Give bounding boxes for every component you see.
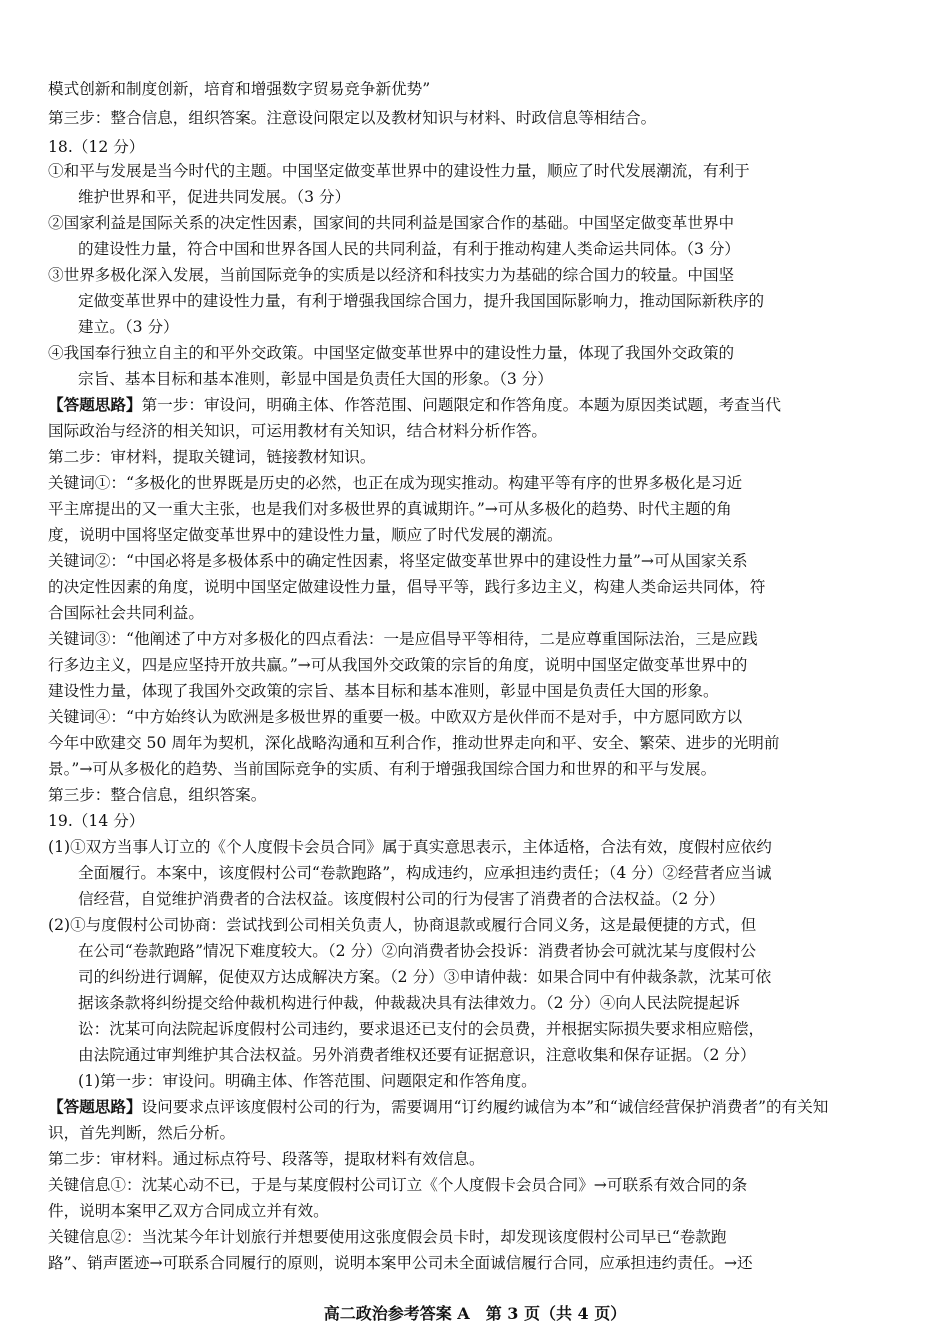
text-line: 的决定性因素的角度，说明中国坚定做建设性力量，倡导平等，践行多边主义，构建人类命运共同体，符 [48, 578, 766, 596]
text-line: ④我国奉行独立自主的和平外交政策。中国坚定做变革世界中的建设性力量，体现了我国外交政策的 [48, 344, 735, 362]
text-span: 设问要求点评该度假村公司的行为，需要调用“订约履约诚信为本”和“诚信经营保护消费者”的有关知 [141, 1098, 829, 1116]
text-line: ③世界多极化深入发展，当前国际竞争的实质是以经济和科技实力为基础的综合国力的较量。中国坚 [48, 266, 735, 284]
text-line: 讼：沈某可向法院起诉度假村公司违约，要求退还已支付的会员费，并根据实际损失要求相应赔偿， [78, 1020, 765, 1038]
text-line: 的建设性力量，符合中国和世界各国人民的共同利益，有利于推动构建人类命运共同体。（3 分） [78, 240, 741, 258]
question-19-heading: 19.（14 分） [48, 812, 145, 830]
text-line: 由法院通过审判维护其合法权益。另外消费者维权还要有证据意识，注意收集和保存证据。（2 分） [78, 1046, 756, 1064]
text-line: 今年中欧建交 50 周年为契机，深化战略沟通和互利合作，推动世界走向和平、安全、繁荣、进步的光明前 [48, 734, 780, 752]
text-line: 司的纠纷进行调解，促使双方达成解决方案。（2 分）③申请仲裁：如果合同中有仲裁条款，沈某可依 [78, 968, 772, 986]
text-line: 路”、销声匿迹→可联系合同履行的原则，说明本案甲公司未全面诚信履行合同，应承担违约责任。→还 [48, 1254, 753, 1272]
answer-idea-label: 【答题思路】 [48, 395, 142, 414]
text-line: 关键信息①：沈某心动不已，于是与某度假村公司订立《个人度假卡会员合同》→可联系有效合同的条 [48, 1176, 748, 1194]
text-line: 第二步：审材料。通过标点符号、段落等，提取材料有效信息。 [48, 1150, 485, 1168]
text-line: 据该条款将纠纷提交给仲裁机构进行仲裁，仲裁裁决具有法律效力。（2 分）④向人民法院提起诉 [78, 994, 741, 1012]
text-line: 第二步：审材料，提取关键词，链接教材知识。 [48, 448, 376, 466]
answer-idea-label: 【答题思路】 [48, 1097, 142, 1116]
text-line: 关键词①：“多极化的世界既是历史的必然，也正在成为现实推动。构建平等有序的世界多极化是习近 [48, 474, 743, 492]
text-line: 维护世界和平，促进共同发展。（3 分） [78, 188, 351, 206]
text-line: 建立。（3 分） [78, 318, 179, 336]
text-line: 国际政治与经济的相关知识，可运用教材有关知识，结合材料分析作答。 [48, 422, 548, 440]
page-footer: 高二政治参考答案 A 第 3 页（共 4 页） [323, 1304, 627, 1323]
text-line: ②国家利益是国际关系的决定性因素，国家间的共同利益是国家合作的基础。中国坚定做变革世界中 [48, 214, 735, 232]
text-line: 件，说明本案甲乙双方合同成立并有效。 [48, 1202, 329, 1220]
text-line: 度，说明中国将坚定做变革世界中的建设性力量，顺应了时代发展的潮流。 [48, 526, 563, 544]
text-line: 定做变革世界中的建设性力量，有利于增强我国综合国力，提升我国国际影响力，推动国际新秩序的 [78, 292, 765, 310]
question-18-heading: 18.（12 分） [48, 138, 145, 156]
text-line: 第三步：整合信息，组织答案。注意设问限定以及教材知识与材料、时政信息等相结合。 [48, 109, 657, 127]
answer-idea-line [48, 1094, 908, 1120]
text-line: 合国际社会共同利益。 [48, 604, 204, 622]
text-line: (2)①与度假村公司协商：尝试找到公司相关负责人，协商退款或履行合同义务，这是最便捷的方式，但 [48, 916, 757, 934]
text-line: ①和平与发展是当今时代的主题。中国坚定做变革世界中的建设性力量，顺应了时代发展潮流，有利于 [48, 162, 750, 180]
answer-idea-line [48, 392, 908, 418]
text-line: 第三步：整合信息，组织答案。 [48, 786, 267, 804]
text-line: 关键词②：“中国必将是多极体系中的确定性因素，将坚定做变革世界中的建设性力量”→可从国家关系 [48, 552, 748, 570]
text-line: 建设性力量，体现了我国外交政策的宗旨、基本目标和基本准则，彰显中国是负责任大国的形象。 [48, 682, 719, 700]
text-line: (1)①双方当事人订立的《个人度假卡会员合同》属于真实意思表示，主体适格，合法有效，度假村应依约 [48, 838, 772, 856]
text-line: 景。”→可从多极化的趋势、当前国际竞争的实质、有利于增强我国综合国力和世界的和平与发展。 [48, 760, 717, 778]
text-line: 全面履行。本案中，该度假村公司“卷款跑路”，构成违约，应承担违约责任；（4 分）②经营者应当诚 [78, 864, 772, 882]
text-line: 信经营，自觉维护消费者的合法权益。该度假村公司的行为侵害了消费者的合法权益。（2 分） [78, 890, 725, 908]
text-line: 平主席提出的又一重大主张，也是我们对多极世界的真诚期许。”→可从多极化的趋势、时代主题的角 [48, 500, 732, 518]
text-line: 行多边主义，四是应坚持开放共赢。”→可从我国外交政策的宗旨的角度，说明中国坚定做变革世界中的 [48, 656, 748, 674]
text-line: 识，首先判断，然后分析。 [48, 1124, 236, 1142]
text-line: 宗旨、基本目标和基本准则，彰显中国是负责任大国的形象。（3 分） [78, 370, 553, 388]
text-line: 在公司“卷款跑路”情况下难度较大。（2 分）②向消费者协会投诉：消费者协会可就沈某与度假村公 [78, 942, 756, 960]
text-line: 模式创新和制度创新，培育和增强数字贸易竞争新优势” [48, 80, 431, 98]
text-line: (1)第一步：审设问。明确主体、作答范围、问题限定和作答角度。 [78, 1072, 537, 1090]
text-span: 第一步：审设问，明确主体、作答范围、问题限定和作答角度。本题为原因类试题，考查当代 [141, 396, 781, 414]
text-line: 关键词④：“中方始终认为欧洲是多极世界的重要一极。中欧双方是伙伴而不是对手，中方愿同欧方以 [48, 708, 743, 726]
text-line [48, 1276, 908, 1302]
text-line: 关键信息②：当沈某今年计划旅行并想要使用这张度假会员卡时，却发现该度假村公司早已“卷款跑 [48, 1228, 727, 1246]
text-line: 关键词③：“他阐述了中方对多极化的四点看法：一是应倡导平等相待，二是应尊重国际法治，三是应践 [48, 630, 758, 648]
